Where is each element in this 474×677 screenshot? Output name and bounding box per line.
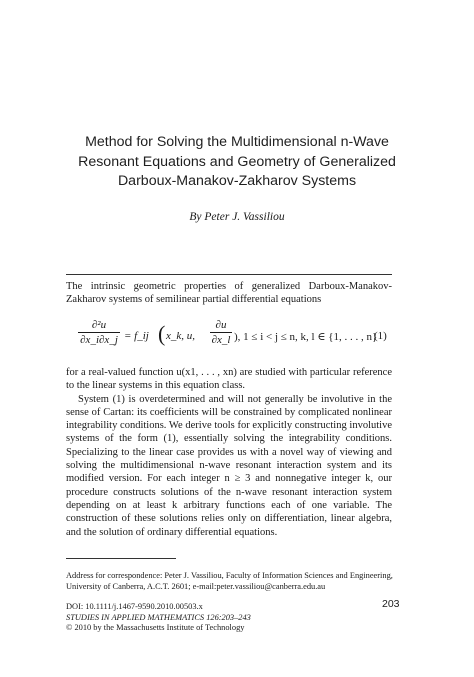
equation-1: ∂²u ∂x_i∂x_j = f_ij ( x_k, u, ∂u ∂x_l ), 1 ≤ i < j ≤ n, k, l ∈ {1, . . . , n} (1) bbox=[66, 318, 392, 362]
title-line-1: Method for Solving the Multidimensional n-Wave bbox=[85, 134, 389, 150]
title-line-2: Resonant Equations and Geometry of Generalized bbox=[78, 153, 396, 170]
equation-number: (1) bbox=[374, 330, 387, 342]
article-title bbox=[40, 133, 434, 192]
lhs-denominator: ∂x_i∂x_j bbox=[80, 334, 118, 346]
equation-conditions: ), 1 ≤ i < j ≤ n, k, l ∈ {1, . . . , n} bbox=[234, 331, 378, 343]
abstract-intro bbox=[66, 280, 392, 307]
journal-citation: STUDIES IN APPLIED MATHEMATICS 126:203–243 bbox=[66, 612, 251, 622]
rhs-args: x_k, u, bbox=[166, 330, 196, 342]
copyright: © 2010 by the Massachusetts Institute of Technology bbox=[66, 623, 245, 632]
du-denominator: ∂x_l bbox=[211, 334, 231, 346]
rhs-function: = f_ij bbox=[124, 330, 149, 342]
lhs-fraction bbox=[78, 318, 120, 347]
abstract-body bbox=[66, 366, 392, 539]
du-numerator: ∂u bbox=[215, 319, 227, 331]
page-number: 203 bbox=[382, 598, 400, 610]
publication-info bbox=[66, 602, 396, 634]
abstract-paragraph-2: System (1) is overdetermined and will not generally be involutive in the sense of Cartan: its coefficients will be constrained by complicated nonlinear integrability conditions. We derive tools for explicitly constructing involutive systems of the form (1), essentially solving the integrability conditions. Specializing to the linear case provides us with a novel way of viewing and solving the multidimensional n-wave resonant interaction system and its modified version. For each integer n ≥ 3 and nonnegative integer k, our procedure constructs solutions of the n-wave resonant interaction system depending on at least k arbitrary functions each of one variable. The construction of these solutions relies only on differentiation, linear algebra, and the solution of ordinary differential equations. bbox=[66, 393, 392, 538]
doi: DOI: 10.1111/j.1467-9590.2010.00503.x bbox=[66, 602, 203, 611]
du-fraction bbox=[210, 318, 232, 347]
correspondence-footnote: Address for correspondence: Peter J. Vassiliou, Faculty of Information Sciences and Engineering, University of Canberra, A.C.T. 2601; e-mail:peter.vassiliou@canberra.edu.au bbox=[66, 571, 393, 591]
lhs-numerator: ∂²u bbox=[91, 319, 107, 331]
title-line-3: Darboux-Manakov-Zakharov Systems bbox=[117, 173, 357, 189]
abstract-top-rule bbox=[66, 274, 392, 275]
abstract-intro-text: The intrinsic geometric properties of generalized Darboux-Manakov-Zakharov systems of semilinear partial differential equations bbox=[66, 281, 392, 306]
abstract-after-equation: for a real-valued function u(x1, . . . , xn) are studied with particular reference to the linear systems in this equation class. bbox=[66, 367, 392, 392]
author-byline: By Peter J. Vassiliou bbox=[189, 211, 285, 223]
footnote-rule bbox=[66, 558, 176, 559]
